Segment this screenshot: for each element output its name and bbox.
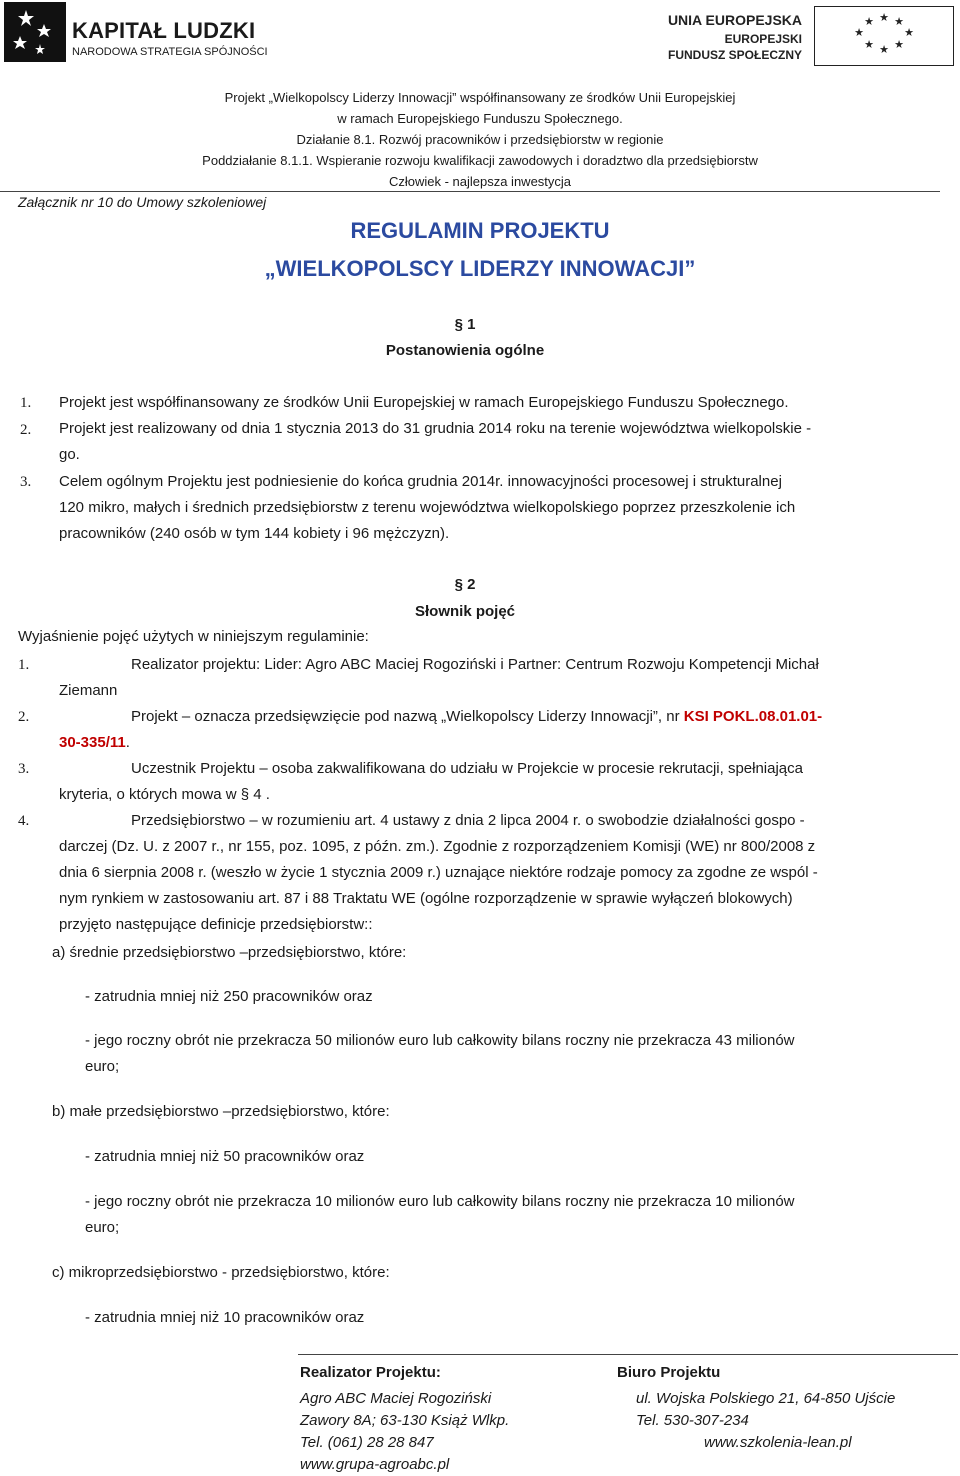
- kapital-ludzki-logo-icon: [4, 2, 66, 62]
- footer-office-www[interactable]: www.szkolenia-lean.pl: [704, 1434, 852, 1451]
- list-item-text: nym rynkiem w zastosowaniu art. 87 i 88 Traktatu WE (ogólne rozporządzenie w sprawie wyłączeń blokowych): [59, 890, 793, 907]
- list-item-text: dnia 6 sierpnia 2008 r. (weszło w życie 1 stycznia 2009 r.) uznające niektóre rodzaje pomocy za zgodne ze wspól -: [59, 864, 818, 881]
- annex-label: Załącznik nr 10 do Umowy szkoleniowej: [18, 194, 267, 210]
- project-header-line-5: Człowiek - najlepsza inwestycja: [388, 174, 572, 189]
- bullet-item: euro;: [85, 1058, 120, 1075]
- list-item-text: Celem ogólnym Projektu jest podniesienie do końca grudnia 2014r. innowacyjności procesowej i strukturalnej: [59, 473, 782, 490]
- footer-realizator-name: Agro ABC Maciej Rogoziński: [300, 1390, 492, 1407]
- section-2-intro: Wyjaśnienie pojęć użytych w niniejszym regulaminie:: [18, 628, 369, 645]
- sub-heading-b: b) małe przedsiębiorstwo –przedsiębiorstwo, które:: [52, 1103, 390, 1120]
- footer-office-address: ul. Wojska Polskiego 21, 64-850 Ujście: [636, 1390, 896, 1407]
- list-number: 1.: [20, 395, 32, 411]
- bullet-item: - jego roczny obrót nie przekracza 10 milionów euro lub całkowity bilans roczny nie przekracza 10 milionów: [85, 1193, 795, 1210]
- list-item-text: Projekt jest realizowany od dnia 1 stycznia 2013 do 31 grudnia 2014 roku na terenie województwa wielkopolskie -: [59, 420, 812, 437]
- eu-logo: [662, 6, 954, 66]
- eu-flag-icon: [814, 6, 954, 66]
- project-header-line-3: Działanie 8.1. Rozwój pracowników i przedsiębiorstw w regionie: [296, 132, 664, 147]
- svg-text:★: ★: [879, 44, 889, 56]
- footer-office-heading: Biuro Projektu: [617, 1364, 721, 1381]
- list-item-text: Projekt jest współfinansowany ze środków Unii Europejskiej w ramach Europejskiego Funduszu Społecznego.: [59, 394, 789, 411]
- svg-text:★: ★: [879, 12, 889, 24]
- eu-line-2: EUROPEJSKI: [724, 32, 802, 46]
- section-1-number: § 1: [454, 316, 476, 333]
- bullet-item: euro;: [85, 1219, 120, 1236]
- footer-office-phone: Tel. 530-307-234: [636, 1412, 749, 1429]
- footer-divider: [298, 1354, 958, 1355]
- footer-realizator-www[interactable]: www.grupa-agroabc.pl: [300, 1456, 450, 1473]
- list-item-text: 30-335/11.: [59, 734, 130, 751]
- list-item-text: 120 mikro, małych i średnich przedsiębiorstw z terenu województwa wielkopolskiego poprzez przeszkolenie ich: [59, 499, 796, 516]
- svg-text:★: ★: [904, 27, 914, 39]
- project-number-cont: 30-335/11: [59, 734, 126, 751]
- project-number: KSI POKL.08.01.01-: [683, 708, 823, 725]
- section-2-heading: Słownik pojęć: [414, 603, 516, 620]
- document-title: REGULAMIN PROJEKTU: [350, 218, 610, 243]
- svg-text:★: ★: [864, 16, 874, 28]
- list-number: 2.: [20, 422, 32, 438]
- bullet-item: - zatrudnia mniej niż 50 pracowników oraz: [85, 1148, 365, 1165]
- list-number: 3.: [18, 761, 30, 777]
- footer-realizator-heading: Realizator Projektu:: [300, 1364, 441, 1381]
- list-number: 1.: [18, 657, 30, 673]
- section-1-heading: Postanowienia ogólne: [385, 342, 545, 359]
- svg-text:★: ★: [854, 27, 864, 39]
- list-number: 3.: [20, 474, 32, 490]
- svg-text:★: ★: [894, 16, 904, 28]
- section-2-number: § 2: [454, 576, 476, 593]
- svg-text:★: ★: [864, 39, 874, 51]
- list-item-text: Projekt – oznacza przedsięwzięcie pod nazwą „Wielkopolscy Liderzy Innowacji”, nr KSI POKL.08.01.01-: [131, 708, 823, 725]
- project-header-line-2: w ramach Europejskiego Funduszu Społecznego.: [337, 111, 623, 126]
- list-item-text: kryteria, o których mowa w § 4 .: [59, 786, 270, 803]
- bullet-item: - zatrudnia mniej niż 10 pracowników oraz: [85, 1309, 365, 1326]
- sub-heading-c: c) mikroprzedsiębiorstwo - przedsiębiorstwo, które:: [52, 1264, 390, 1281]
- list-number: 4.: [18, 813, 30, 829]
- svg-text:★: ★: [894, 39, 904, 51]
- kapital-ludzki-subtitle: NARODOWA STRATEGIA SPÓJNOŚCI: [72, 46, 268, 58]
- header-divider: [0, 191, 940, 192]
- kapital-ludzki-title: KAPITAŁ LUDZKI: [72, 18, 256, 43]
- bullet-item: - zatrudnia mniej niż 250 pracowników oraz: [85, 988, 373, 1005]
- bullet-item: - jego roczny obrót nie przekracza 50 milionów euro lub całkowity bilans roczny nie przekracza 43 milionów: [85, 1032, 795, 1049]
- eu-line-1: UNIA EUROPEJSKA: [667, 12, 802, 28]
- list-item-text: Uczestnik Projektu – osoba zakwalifikowana do udziału w Projekcie w procesie rekrutacji, spełniająca: [131, 760, 803, 777]
- eu-line-3: FUNDUSZ SPOŁECZNY: [667, 48, 802, 62]
- footer-realizator-phone: Tel. (061) 28 28 847: [300, 1434, 434, 1451]
- list-item-text: pracowników (240 osób w tym 144 kobiety i 96 mężczyzn).: [59, 525, 450, 542]
- list-item-text: Ziemann: [59, 682, 118, 699]
- project-header-line-1: Projekt „Wielkopolscy Liderzy Innowacji” współfinansowany ze środków Unii Europejskiej: [224, 90, 736, 105]
- list-item-text: go.: [59, 446, 80, 463]
- document-subtitle: „WIELKOPOLSCY LIDERZY INNOWACJI”: [264, 256, 696, 281]
- list-number: 2.: [18, 709, 30, 725]
- project-header-line-4: Poddziałanie 8.1.1. Wspieranie rozwoju kwalifikacji zawodowych i doradztwo dla przedsiębiorstw: [202, 153, 758, 168]
- list-item-text: darczej (Dz. U. z 2007 r., nr 155, poz. 1095, z późn. zm.). Zgodnie z rozporządzeniem Komisji (WE) nr 800/2008 z: [59, 838, 816, 855]
- list-item-text: Realizator projektu: Lider: Agro ABC Maciej Rogoziński i Partner: Centrum Rozwoju Kompetencji Michał: [131, 656, 819, 673]
- footer-realizator-address: Zawory 8A; 63-130 Książ Wlkp.: [300, 1412, 510, 1429]
- list-item-text: przyjęto następujące definicje przedsiębiorstw::: [59, 916, 373, 933]
- sub-heading-a: a) średnie przedsiębiorstwo –przedsiębiorstwo, które:: [52, 944, 407, 961]
- list-item-text: Przedsiębiorstwo – w rozumieniu art. 4 ustawy z dnia 2 lipca 2004 r. o swobodzie działalności gospo -: [131, 812, 805, 829]
